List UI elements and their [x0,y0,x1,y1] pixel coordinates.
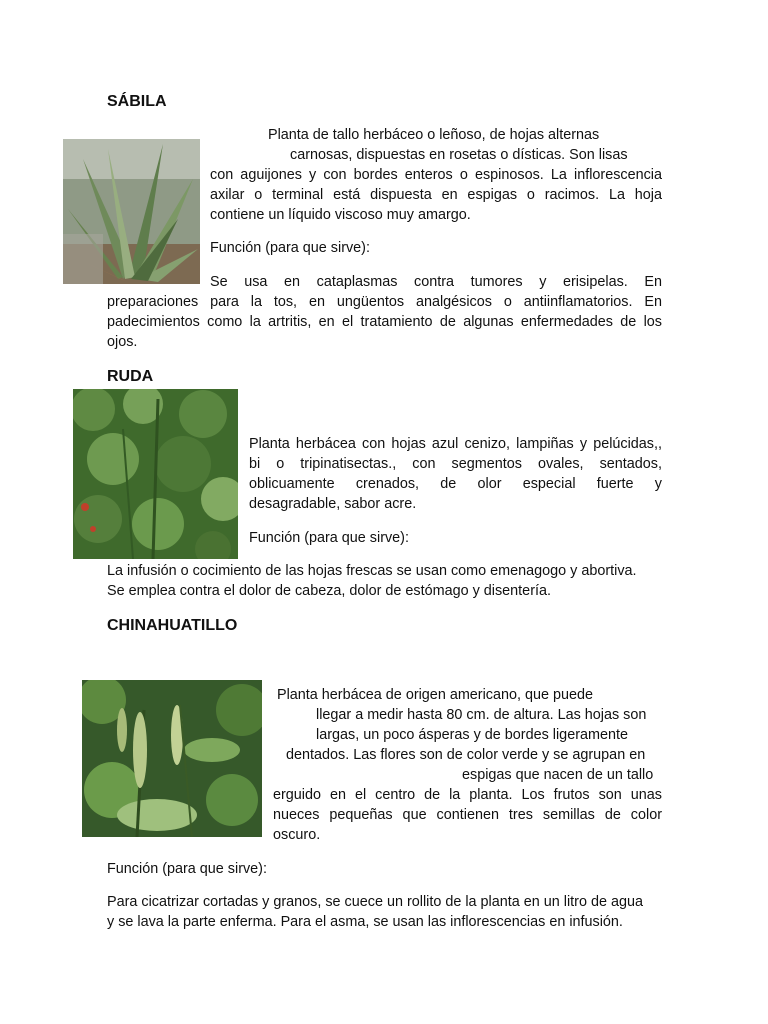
chinahuatillo-description-line: nueces pequeñas que contienen tres semillas de color [273,807,662,823]
sabila-description-line: con aguijones y con bordes enteros o espinosos. La inflorescencia [210,167,662,183]
rue-plant-image [73,389,238,559]
chinahuatillo-function-line: y se lava la parte enferma. Para el asma, se usan las inflorescencias en infusión. [107,914,623,930]
chinahuatillo-description-line: largas, un poco ásperas y de bordes ligeramente [316,727,628,743]
chinahuatillo-description-line: llegar a medir hasta 80 cm. de altura. Las hojas son [316,707,647,723]
sabila-function-line: preparaciones para la tos, en ungüentos analgésicos o antiinflamatorios. En [107,294,662,310]
chinahuatillo-description-line: espigas que nacen de un tallo [462,767,654,783]
chinahuatillo-function-label: Función (para que sirve): [107,861,267,877]
ruda-function-label: Función (para que sirve): [249,530,409,546]
ruda-function-line: Se emplea contra el dolor de cabeza, dolor de estómago y disentería. [107,583,551,599]
ruda-description-line: desagradable, sabor acre. [249,496,417,512]
chinahuatillo-plant-image [82,680,262,837]
ruda-description-line: Planta herbácea con hojas azul cenizo, lampiñas y pelúcidas,, [249,436,662,452]
aloe-plant-image [63,139,200,284]
chinahuatillo-description-line: oscuro. [273,827,321,843]
ruda-description-line: oblicuamente crenados, de olor especial fuerte y [249,476,662,492]
sabila-function-label: Función (para que sirve): [210,240,370,256]
sabila-title: SÁBILA [107,93,167,110]
ruda-photo [73,389,238,559]
ruda-function-line: La infusión o cocimiento de las hojas frescas se usan como emenagogo y abortiva. [107,563,637,579]
ruda-description-line: bi o tripinatisectas., con segmentos ovales, sentados, [249,456,662,472]
sabila-description-line: axilar o terminal está dispuesta en espigas o racimos. La hoja [210,187,662,203]
sabila-photo [63,139,200,284]
ruda-title: RUDA [107,368,154,385]
chinahuatillo-function-line: Para cicatrizar cortadas y granos, se cuece un rollito de la planta en un litro de agua [107,894,643,910]
sabila-description-line: Planta de tallo herbáceo o leñoso, de hojas alternas [268,127,600,143]
sabila-description-line: carnosas, dispuestas en rosetas o dísticas. Son lisas [290,147,628,163]
sabila-function-line: Se usa en cataplasmas contra tumores y erisipelas. En [210,274,662,290]
chinahuatillo-description-line: Planta herbácea de origen americano, que puede [277,687,594,703]
sabila-description-line: contiene un líquido viscoso muy amargo. [210,207,471,223]
sabila-function-line: padecimientos como la artritis, en el tratamiento de algunas enfermedades de los [107,314,662,330]
chinahuatillo-title: CHINAHUATILLO [107,617,238,634]
chinahuatillo-description-line: dentados. Las flores son de color verde y se agrupan en [286,747,646,763]
sabila-function-line: ojos. [107,334,138,350]
chinahuatillo-description-line: erguido en el centro de la planta. Los frutos son unas [273,787,662,803]
chinahuatillo-photo [82,680,262,837]
